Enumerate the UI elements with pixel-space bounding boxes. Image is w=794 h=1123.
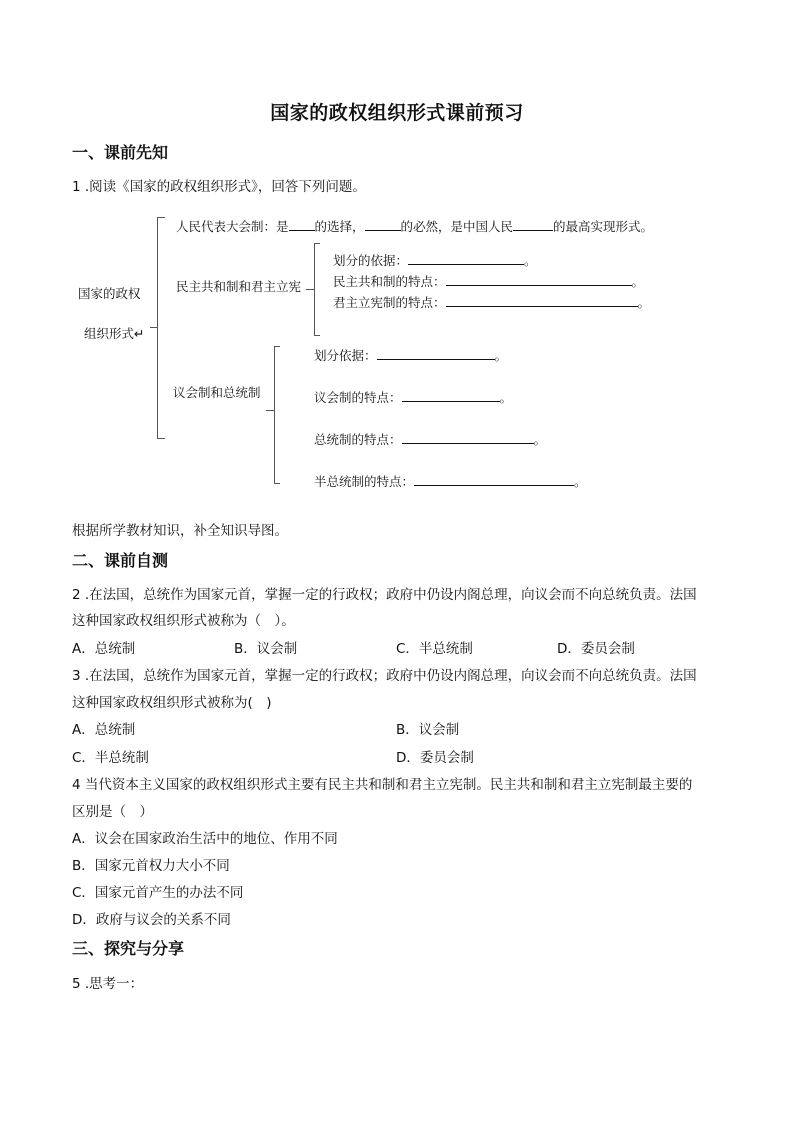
- q3-option-b[interactable]: B．议会制: [396, 722, 460, 738]
- branch-parliament-president: 议会制和总统制: [173, 385, 261, 400]
- q2-option-d[interactable]: D．委员会制: [557, 641, 635, 657]
- q3-option-d[interactable]: D．委员会制: [396, 750, 474, 766]
- section2-heading: 二、课前自测: [72, 551, 169, 570]
- branch3-brace: [274, 346, 275, 484]
- branch3-brace-tip: [266, 410, 274, 411]
- question-4-line2: 区别是（ ）: [72, 804, 153, 820]
- q4-option-a[interactable]: A．议会在国家政治生活中的地位、作用不同: [72, 831, 338, 847]
- branch3-item-4: 半总统制的特点： 。: [314, 474, 587, 489]
- blank[interactable]: [446, 294, 638, 307]
- question-2-line1: 2 .在法国，总统作为国家元首，掌握一定的行政权；政府中仍设内阁总理，向议会而不向总统负责。法国: [72, 587, 697, 603]
- branch-republic-monarchy: 民主共和制和君主立宪: [176, 279, 302, 294]
- q2-option-c[interactable]: C．半总统制: [396, 641, 473, 657]
- q3-option-a[interactable]: A．总统制: [72, 722, 136, 738]
- main-brace-tip: [150, 327, 157, 328]
- section3-heading: 三、探究与分享: [72, 939, 185, 958]
- branch3-brace-top: [274, 346, 280, 347]
- blank[interactable]: [513, 218, 553, 231]
- branch3-item-3: 总统制的特点： 。: [314, 432, 547, 447]
- q2-option-a[interactable]: A．总统制: [72, 641, 136, 657]
- blank[interactable]: [446, 273, 632, 286]
- blank[interactable]: [365, 218, 401, 231]
- section1-heading: 一、课前先知: [72, 143, 169, 162]
- branch3-brace-bottom: [274, 483, 280, 484]
- main-brace-top: [157, 217, 165, 218]
- branch2-brace-tip: [306, 289, 314, 290]
- q4-option-d[interactable]: D．政府与议会的关系不同: [72, 912, 231, 928]
- question-1: 1 .阅读《国家的政权组织形式》，回答下列问题。: [72, 179, 366, 195]
- branch2-brace: [314, 243, 315, 336]
- page-title: 国家的政权组织形式课前预习: [270, 102, 524, 124]
- branch2-brace-top: [314, 243, 320, 244]
- main-brace: [157, 217, 158, 439]
- branch2-item-2: 民主共和制的特点： 。: [333, 274, 645, 289]
- question-5: 5 .思考一：: [72, 976, 144, 992]
- q4-option-b[interactable]: B．国家元首权力大小不同: [72, 858, 230, 874]
- blank[interactable]: [289, 218, 315, 231]
- q2-option-b[interactable]: B．议会制: [234, 641, 298, 657]
- q3-option-c[interactable]: C．半总统制: [72, 750, 149, 766]
- blank[interactable]: [402, 431, 534, 444]
- branch2-brace-bottom: [314, 335, 320, 336]
- blank[interactable]: [377, 347, 495, 360]
- blank[interactable]: [408, 252, 524, 265]
- main-brace-bottom: [157, 438, 165, 439]
- question-4-line1: 4 当代资本主义国家的政权组织形式主要有民主共和制和君主立宪制。民主共和制和君主立宪制最主要的: [72, 777, 693, 793]
- q4-option-c[interactable]: C．国家元首产生的办法不同: [72, 885, 244, 901]
- branch3-item-1: 划分依据： 。: [314, 348, 508, 363]
- diagram-root-line1: 国家的政权: [78, 286, 141, 301]
- diagram-note: 根据所学教材知识，补全知识导图。: [72, 523, 288, 539]
- branch2-item-1: 划分的依据： 。: [333, 253, 537, 268]
- question-2-line2: 这种国家政权组织形式被称为（ ）。: [72, 613, 295, 629]
- blank[interactable]: [414, 473, 574, 486]
- branch2-item-3: 君主立宪制的特点： 。: [333, 295, 651, 310]
- branch3-item-2: 议会制的特点： 。: [314, 390, 513, 405]
- question-3-line2: 这种国家政权组织形式被称为( ): [72, 695, 272, 711]
- diagram-root-line2: 组织形式↵: [84, 326, 145, 341]
- blank[interactable]: [402, 389, 500, 402]
- question-3-line1: 3 .在法国，总统作为国家元首，掌握一定的行政权；政府中仍设内阁总理，向议会而不向总统负责。法国: [72, 668, 697, 684]
- branch-npc: 人民代表大会制：是 的选择， 的必然，是中国人民 的最高实现形式。: [176, 219, 654, 234]
